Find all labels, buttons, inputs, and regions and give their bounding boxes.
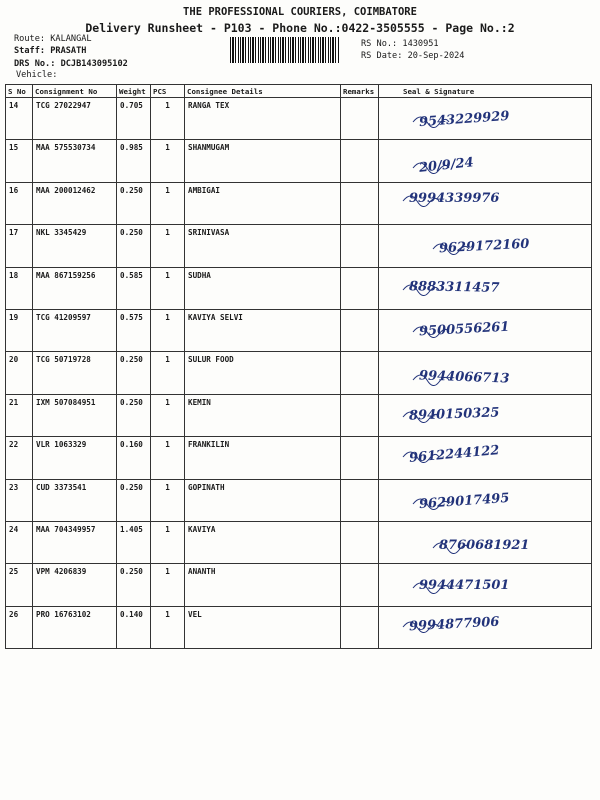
signature-scribble <box>383 522 583 560</box>
row-sno: 20 <box>6 352 33 394</box>
signature: 9543229929 <box>418 108 510 131</box>
signature-scribble <box>383 352 583 390</box>
row-pcs: 1 <box>151 309 185 351</box>
signature-scribble <box>383 140 583 178</box>
row-remarks <box>341 309 379 351</box>
row-pcs: 1 <box>151 437 185 479</box>
row-consignment-no: MAA 575530734 <box>33 140 117 182</box>
row-pcs: 1 <box>151 394 185 436</box>
row-signature-cell <box>379 606 592 648</box>
row-consignee: FRANKILIN <box>185 437 341 479</box>
row-weight: 0.140 <box>117 606 151 648</box>
row-sno: 24 <box>6 521 33 563</box>
row-remarks <box>341 182 379 224</box>
row-consignment-no: IXM 507084951 <box>33 394 117 436</box>
row-sno: 18 <box>6 267 33 309</box>
row-consignment-no: TCG 50719728 <box>33 352 117 394</box>
row-consignment-no: MAA 200012462 <box>33 182 117 224</box>
row-sno: 22 <box>6 437 33 479</box>
row-consignment-no: TCG 41209597 <box>33 309 117 351</box>
row-sno: 16 <box>6 182 33 224</box>
row-signature-cell <box>379 437 592 479</box>
row-sno: 14 <box>6 98 33 140</box>
signature: 20/9/24 <box>418 155 475 177</box>
row-consignment-no: MAA 704349957 <box>33 521 117 563</box>
row-signature-cell <box>379 267 592 309</box>
row-consignee: SHANMUGAM <box>185 140 341 182</box>
row-sno: 19 <box>6 309 33 351</box>
row-weight: 0.250 <box>117 352 151 394</box>
row-weight: 0.985 <box>117 140 151 182</box>
row-weight: 0.575 <box>117 309 151 351</box>
row-consignee: SUDHA <box>185 267 341 309</box>
table-row <box>6 225 592 267</box>
signature: 9944066713 <box>418 368 510 387</box>
row-consignee: SULUR FOOD <box>185 352 341 394</box>
row-sno: 23 <box>6 479 33 521</box>
table-row <box>6 521 592 563</box>
row-remarks <box>341 521 379 563</box>
barcode <box>230 37 340 63</box>
row-consignee: KEMIN <box>185 394 341 436</box>
signature: 8760681921 <box>439 537 530 553</box>
row-pcs: 1 <box>151 267 185 309</box>
signature-scribble <box>383 268 583 306</box>
column-header-consignment: Consignment No <box>33 85 117 98</box>
row-weight: 0.585 <box>117 267 151 309</box>
signature-scribble <box>383 395 583 433</box>
row-remarks <box>341 606 379 648</box>
row-signature-cell <box>379 225 592 267</box>
row-weight: 0.250 <box>117 564 151 606</box>
row-sno: 26 <box>6 606 33 648</box>
table-header-row <box>6 85 592 98</box>
row-pcs: 1 <box>151 479 185 521</box>
row-pcs: 1 <box>151 182 185 224</box>
row-consignment-no: CUD 3373541 <box>33 479 117 521</box>
row-weight: 1.405 <box>117 521 151 563</box>
signature-scribble <box>383 310 583 348</box>
row-pcs: 1 <box>151 606 185 648</box>
row-remarks <box>341 564 379 606</box>
row-consignment-no: TCG 27022947 <box>33 98 117 140</box>
rs-date: RS Date: 20-Sep-2024 <box>361 51 465 61</box>
row-pcs: 1 <box>151 564 185 606</box>
row-remarks <box>341 479 379 521</box>
row-remarks <box>341 352 379 394</box>
signature-scribble <box>383 480 583 518</box>
signature: 9994339976 <box>409 190 500 206</box>
drs-number: DRS No.: DCJB143095102 <box>14 59 128 69</box>
row-consignment-no: VLR 1063329 <box>33 437 117 479</box>
table-row <box>6 352 592 394</box>
signature: 9612244122 <box>408 443 500 467</box>
row-consignee: VEL <box>185 606 341 648</box>
row-weight: 0.160 <box>117 437 151 479</box>
vehicle-label: Vehicle: <box>16 70 58 80</box>
column-header-consignee: Consignee Details <box>185 85 341 98</box>
row-consignment-no: VPM 4206839 <box>33 564 117 606</box>
signature: 9629172160 <box>438 236 530 257</box>
row-consignee: AMBIGAI <box>185 182 341 224</box>
signature-scribble <box>383 564 583 602</box>
signature: 9629017495 <box>418 490 510 512</box>
signature: 8883311457 <box>408 278 500 296</box>
column-header-signature: Seal & Signature <box>379 85 592 98</box>
signature-scribble <box>383 98 583 136</box>
row-sno: 25 <box>6 564 33 606</box>
row-pcs: 1 <box>151 521 185 563</box>
signature-scribble <box>383 225 583 263</box>
signature-scribble <box>383 183 583 221</box>
row-consignee: SRINIVASA <box>185 225 341 267</box>
runsheet-title: Delivery Runsheet - P103 - Phone No.:0422-3505555 - Page No.:2 <box>85 21 515 35</box>
row-signature-cell <box>379 352 592 394</box>
company-name: THE PROFESSIONAL COURIERS, COIMBATORE <box>183 6 417 18</box>
runsheet-table <box>5 84 592 649</box>
row-remarks <box>341 98 379 140</box>
table-row <box>6 140 592 182</box>
row-consignee: ANANTH <box>185 564 341 606</box>
table-row <box>6 309 592 351</box>
row-weight: 0.250 <box>117 225 151 267</box>
column-header-remarks: Remarks <box>341 85 379 98</box>
signature: 9994877906 <box>408 614 500 635</box>
row-remarks <box>341 140 379 182</box>
row-remarks <box>341 225 379 267</box>
staff-label: Staff: PRASATH <box>14 46 87 56</box>
row-sno: 15 <box>6 140 33 182</box>
row-consignee: KAVIYA <box>185 521 341 563</box>
rs-number: RS No.: 1430951 <box>361 39 439 49</box>
row-signature-cell <box>379 140 592 182</box>
row-signature-cell <box>379 394 592 436</box>
row-weight: 0.250 <box>117 394 151 436</box>
row-signature-cell <box>379 182 592 224</box>
signature-scribble <box>383 437 583 475</box>
row-remarks <box>341 267 379 309</box>
row-signature-cell <box>379 564 592 606</box>
row-signature-cell <box>379 98 592 140</box>
row-consignee: RANGA TEX <box>185 98 341 140</box>
row-pcs: 1 <box>151 98 185 140</box>
row-weight: 0.705 <box>117 98 151 140</box>
row-pcs: 1 <box>151 352 185 394</box>
row-weight: 0.250 <box>117 479 151 521</box>
row-pcs: 1 <box>151 225 185 267</box>
column-header-weight: Weight <box>117 85 151 98</box>
row-consignment-no: PRO 16763102 <box>33 606 117 648</box>
row-signature-cell <box>379 479 592 521</box>
table-row <box>6 98 592 140</box>
column-header-sno: S No <box>6 85 33 98</box>
row-consignment-no: MAA 867159256 <box>33 267 117 309</box>
signature-scribble <box>383 607 583 645</box>
table-row <box>6 394 592 436</box>
table-row <box>6 564 592 606</box>
row-consignee: KAVIYA SELVI <box>185 309 341 351</box>
signature: 8940150325 <box>408 405 500 424</box>
row-weight: 0.250 <box>117 182 151 224</box>
table-row <box>6 479 592 521</box>
row-signature-cell <box>379 521 592 563</box>
table-row <box>6 182 592 224</box>
row-pcs: 1 <box>151 140 185 182</box>
signature: 9944471501 <box>419 578 510 594</box>
row-remarks <box>341 437 379 479</box>
row-signature-cell <box>379 309 592 351</box>
table-row <box>6 437 592 479</box>
row-consignee: GOPINATH <box>185 479 341 521</box>
row-sno: 21 <box>6 394 33 436</box>
column-header-pcs: PCS <box>151 85 185 98</box>
table-row <box>6 606 592 648</box>
row-remarks <box>341 394 379 436</box>
table-row <box>6 267 592 309</box>
row-consignment-no: NKL 3345429 <box>33 225 117 267</box>
row-sno: 17 <box>6 225 33 267</box>
signature: 9500556261 <box>418 319 510 340</box>
route-label: Route: KALANGAL <box>14 34 92 44</box>
